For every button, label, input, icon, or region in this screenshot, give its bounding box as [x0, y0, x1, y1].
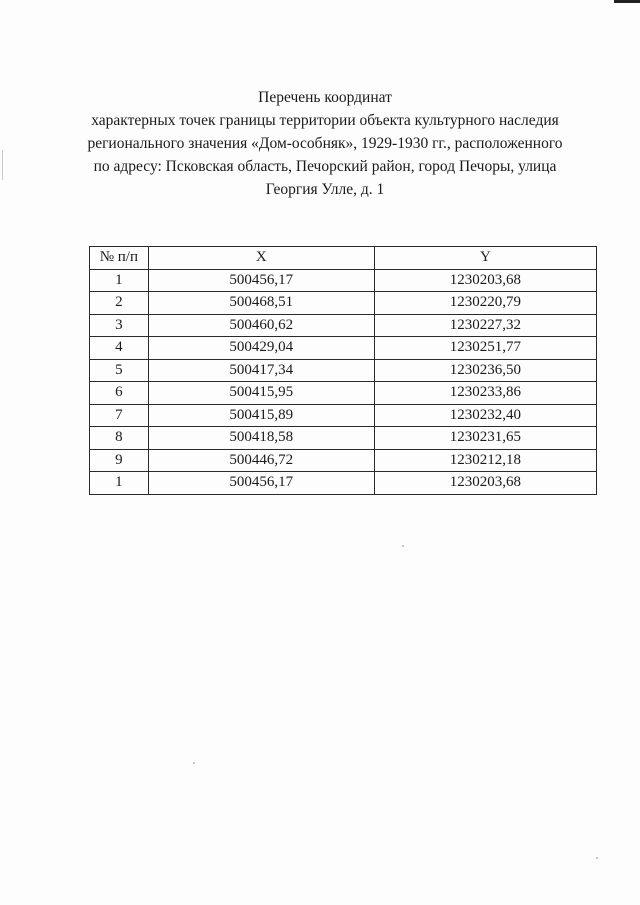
table-row: [90, 337, 597, 360]
cell-y-coordinate: 1230227,32: [374, 314, 596, 337]
cell-point-number: 1: [90, 472, 149, 495]
cell-x-coordinate: 500468,51: [148, 292, 374, 315]
table-row: [90, 292, 597, 315]
cell-y-coordinate: 1230231,65: [374, 427, 596, 450]
cell-point-number: 1: [90, 269, 149, 292]
cell-y-coordinate: 1230203,68: [374, 269, 596, 292]
cell-x-coordinate: 500415,95: [148, 382, 374, 405]
table-row: [90, 359, 597, 382]
scan-corner-mark: [614, 0, 640, 3]
document-heading: [60, 86, 590, 201]
column-header-y: Y: [374, 247, 596, 270]
table-row: [90, 382, 597, 405]
cell-x-coordinate: 500456,17: [148, 269, 374, 292]
cell-x-coordinate: 500418,58: [148, 427, 374, 450]
scan-edge-mark: [2, 150, 3, 180]
column-header-x: X: [148, 247, 374, 270]
cell-point-number: 7: [90, 404, 149, 427]
document-subtitle-line: по адресу: Псковская область, Печорский район, город Печоры, улица: [93, 158, 557, 175]
cell-point-number: 5: [90, 359, 149, 382]
cell-y-coordinate: 1230232,40: [374, 404, 596, 427]
cell-point-number: 9: [90, 449, 149, 472]
table-header-row: [90, 247, 597, 270]
table-body: [90, 269, 597, 494]
table-row: [90, 472, 597, 495]
column-header-number: № п/п: [90, 247, 149, 270]
cell-x-coordinate: 500446,72: [148, 449, 374, 472]
cell-y-coordinate: 1230212,18: [374, 449, 596, 472]
cell-x-coordinate: 500429,04: [148, 337, 374, 360]
cell-x-coordinate: 500460,62: [148, 314, 374, 337]
table-row: [90, 314, 597, 337]
cell-x-coordinate: 500456,17: [148, 472, 374, 495]
cell-y-coordinate: 1230251,77: [374, 337, 596, 360]
table-row: [90, 449, 597, 472]
cell-point-number: 8: [90, 427, 149, 450]
table-row: [90, 427, 597, 450]
document-title: Перечень координат: [258, 89, 392, 106]
coordinates-table: [89, 246, 597, 495]
cell-x-coordinate: 500415,89: [148, 404, 374, 427]
scan-speck: [402, 545, 404, 547]
cell-y-coordinate: 1230233,86: [374, 382, 596, 405]
cell-y-coordinate: 1230220,79: [374, 292, 596, 315]
cell-point-number: 3: [90, 314, 149, 337]
table-row: [90, 404, 597, 427]
cell-point-number: 2: [90, 292, 149, 315]
table-row: [90, 269, 597, 292]
cell-y-coordinate: 1230236,50: [374, 359, 596, 382]
scan-speck: [193, 762, 195, 764]
document-subtitle-line: Георгия Улле, д. 1: [265, 181, 385, 198]
cell-point-number: 4: [90, 337, 149, 360]
cell-x-coordinate: 500417,34: [148, 359, 374, 382]
cell-y-coordinate: 1230203,68: [374, 472, 596, 495]
document-subtitle-line: регионального значения «Дом-особняк», 1929-1930 гг., расположенного: [87, 135, 563, 152]
cell-point-number: 6: [90, 382, 149, 405]
scan-speck: [596, 857, 598, 859]
document-subtitle-line: характерных точек границы территории объекта культурного наследия: [91, 112, 559, 129]
